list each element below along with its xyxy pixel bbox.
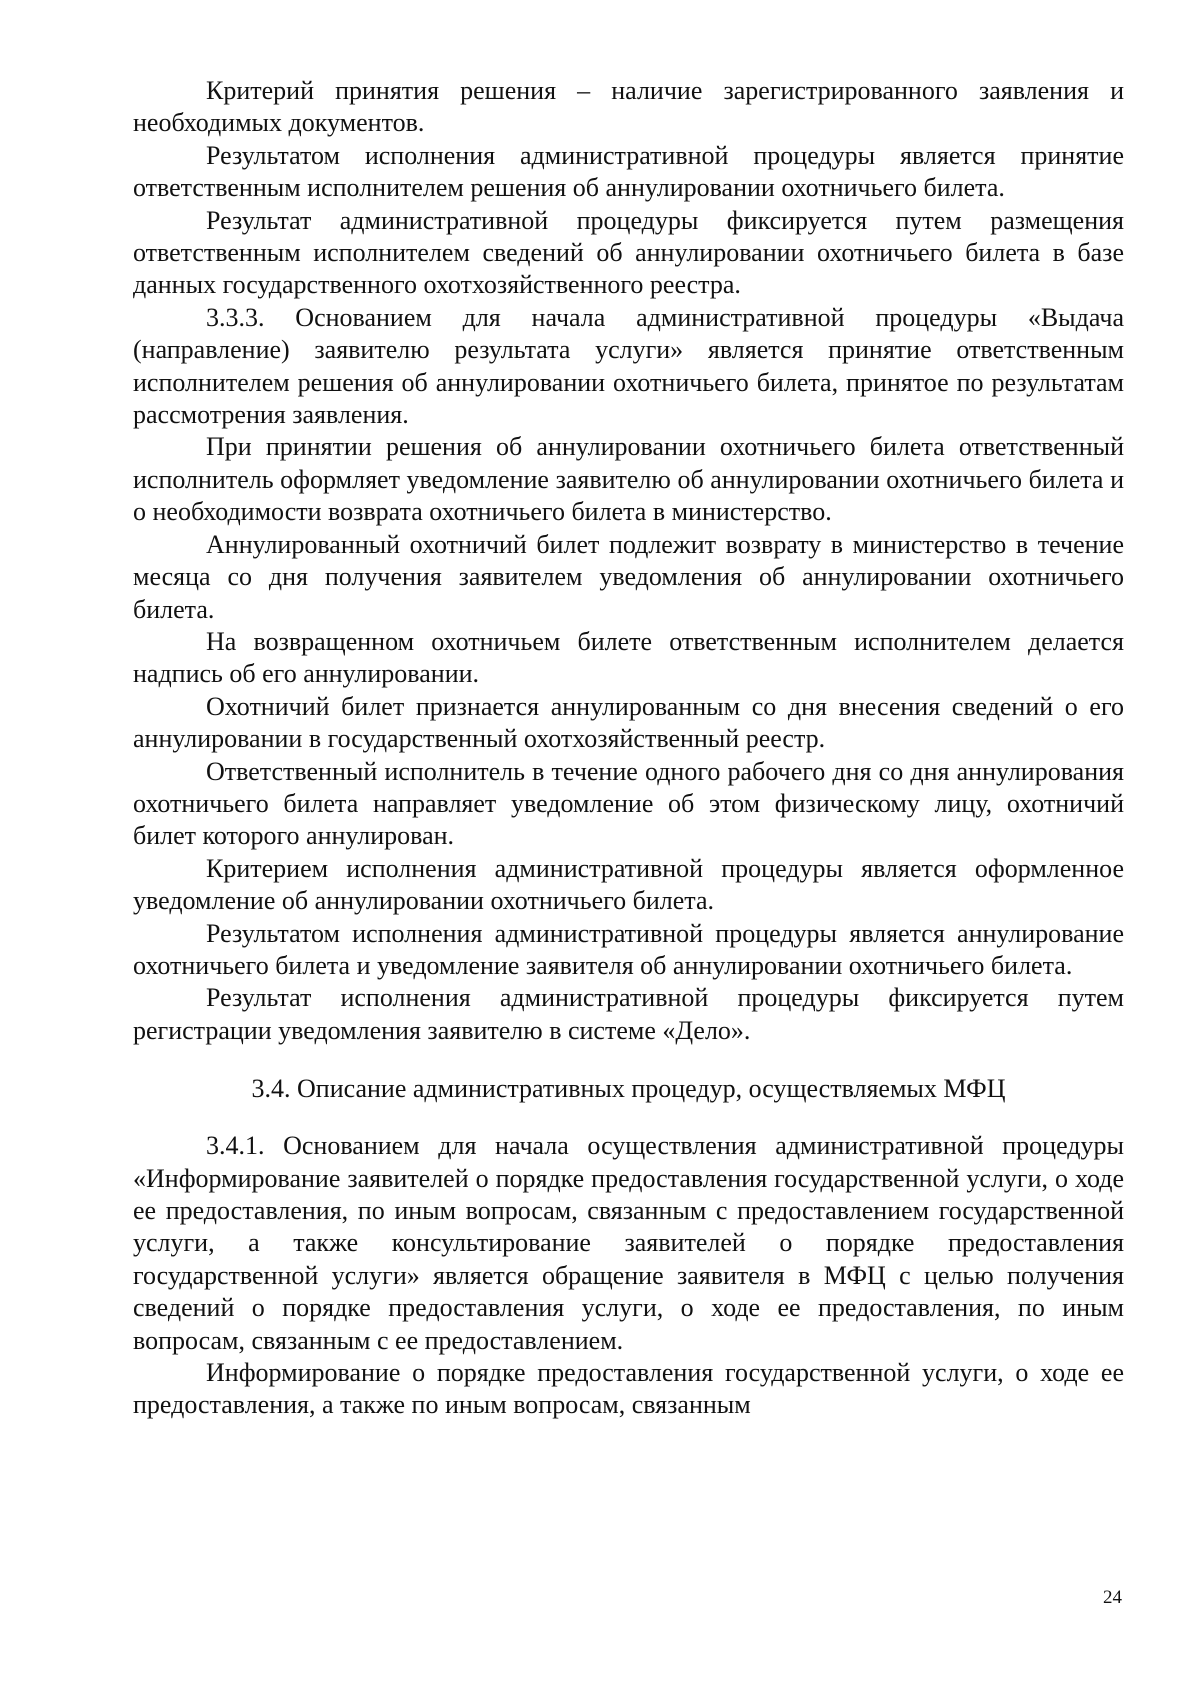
paragraph: Результатом исполнения административной процедуры является аннулирование охотничьего билета и уведомление заявителя об аннулировании охотничьего билета. — [133, 918, 1124, 980]
paragraph: При принятии решения об аннулировании охотничьего билета ответственный исполнитель оформляет уведомление заявителю об аннулировании охотничьего билета и о необходимости возврата охотничьего билета в министерство. — [133, 432, 1124, 527]
paragraph: Информирование о порядке предоставления государственной услуги, о ходе ее предоставления, а также по иным вопросам, связанным — [133, 1358, 1124, 1420]
document-body — [133, 75, 1124, 1422]
paragraph: Аннулированный охотничий билет подлежит возврату в министерство в течение месяца со дня получения заявителем уведомления об аннулировании охотничьего билета. — [133, 529, 1124, 624]
paragraph: Ответственный исполнитель в течение одного рабочего дня со дня аннулирования охотничьего билета направляет уведомление об этом физическому лицу, охотничий билет которого аннулирован. — [133, 756, 1124, 851]
paragraph: Результат исполнения административной процедуры фиксируется путем регистрации уведомления заявителю в системе «Дело». — [133, 983, 1124, 1045]
paragraph: Охотничий билет признается аннулированным со дня внесения сведений о его аннулировании в государственный охотхозяйственный реестр. — [133, 691, 1124, 754]
paragraph: Критерий принятия решения – наличие зарегистрированного заявления и необходимых документов. — [133, 76, 1124, 138]
section-heading: 3.4. Описание административных процедур, осуществляемых МФЦ — [251, 1074, 1006, 1104]
paragraph: 3.3.3. Основанием для начала административной процедуры «Выдача (направление) заявителю результата услуги» является принятие ответственным исполнителем решения об аннулировании охотничьего билета, принятое по результатам рассмотрения заявления. — [133, 302, 1124, 430]
paragraph: Результат административной процедуры фиксируется путем размещения ответственным исполнителем сведений об аннулировании охотничьего билета в базе данных государственного охотхозяйственного реестра. — [133, 205, 1124, 300]
page-number: 24 — [1103, 1587, 1122, 1608]
paragraph: Результатом исполнения административной процедуры является принятие ответственным исполнителем решения об аннулировании охотничьего билета. — [133, 140, 1124, 203]
paragraph: 3.4.1. Основанием для начала осуществления административной процедуры «Информирование заявителей о порядке предоставления государственной услуги, о ходе ее предоставления, по иным вопросам, связанным с предоставлением государственной услуги, а также консультирование заявителей о порядке предоставления государственной услуги» является обращение заявителя в МФЦ с целью получения сведений о порядке предоставления услуги, о ходе ее предоставления, по иным вопросам, связанным с ее предоставлением. — [133, 1131, 1124, 1355]
paragraph: На возвращенном охотничьем билете ответственным исполнителем делается надпись об его аннулировании. — [133, 626, 1124, 689]
paragraph: Критерием исполнения административной процедуры является оформленное уведомление об аннулировании охотничьего билета. — [133, 853, 1124, 916]
